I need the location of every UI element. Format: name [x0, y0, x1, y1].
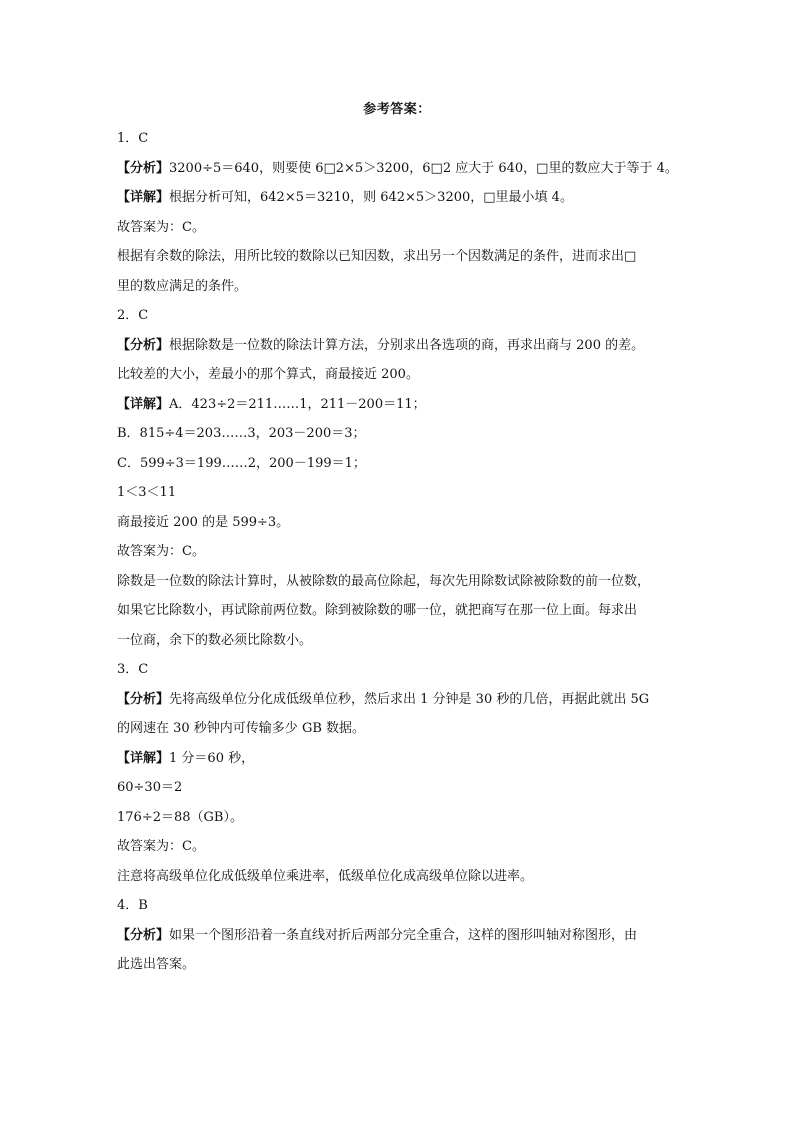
text-line: 的网速在 30 秒钟内可传输多少 GB 数据。	[117, 721, 366, 736]
text-line: 如果它比除数小，再试除前两位数。除到被除数的哪一位，就把商写在那一位上面。每求出	[117, 603, 638, 618]
text-line: 注意将高级单位化成低级单位乘进率，低级单位化成高级单位除以进率。	[117, 868, 534, 884]
text-line: 此选出答案。	[117, 957, 196, 972]
text-line: 里的数应满足的条件。	[117, 278, 248, 294]
text-line: 176÷2＝88（GB）。	[117, 809, 243, 825]
text-line: 【详解】根据分析可知，642×5＝3210，则 642×5＞3200，□里最小填 4。	[117, 190, 573, 205]
text-line: 故答案为：C。	[117, 839, 205, 854]
text-line: 【分析】3200÷5＝640，则要使 6□2×5＞3200，6□2 应大于 640，□里的数应大于等于 4。	[117, 160, 678, 176]
text-line: 4．B	[117, 898, 148, 913]
text-line: 1．C	[117, 131, 149, 146]
answer-content	[117, 124, 687, 980]
page-title: 参考答案：	[363, 102, 431, 117]
text-line: 根据有余数的除法，用所比较的数除以已知因数，求出另一个因数满足的条件，进而求出□	[117, 249, 637, 264]
text-line: 一位商，余下的数必须比除数小。	[117, 632, 313, 648]
text-line: 比较差的大小，差最小的那个算式，商最接近 200。	[117, 367, 419, 382]
text-line: 1＜3＜11	[117, 485, 177, 500]
text-line: 【分析】如果一个图形沿着一条直线对折后两部分完全重合，这样的图形叫轴对称图形，由	[117, 927, 638, 943]
text-line: 【分析】根据除数是一位数的除法计算方法，分别求出各选项的商，再求出商与 200 的差。	[117, 337, 645, 353]
text-line: 除数是一位数的除法计算时，从被除数的最高位除起，每次先用除数试除被除数的前一位数，	[117, 573, 651, 589]
text-line: 2．C	[117, 308, 149, 323]
text-line: 60÷30＝2	[117, 780, 183, 795]
text-line: 3．C	[117, 662, 149, 677]
text-line: 故答案为：C。	[117, 544, 205, 559]
text-line: 【详解】1 分＝60 秒，	[117, 750, 255, 766]
text-line: C．599÷3＝199……2，200－199＝1；	[117, 455, 366, 471]
text-line: B．815÷4＝203……3，203－200＝3；	[117, 426, 366, 441]
text-line: 【分析】先将高级单位分化成低级单位秒，然后求出 1 分钟是 30 秒的几倍，再据此就出 5G	[117, 691, 650, 707]
text-line: 商最接近 200 的是 599÷3。	[117, 514, 290, 530]
text-line: 故答案为：C。	[117, 219, 205, 235]
text-line: 【详解】A．423÷2＝211……1，211－200＝11；	[117, 396, 426, 412]
